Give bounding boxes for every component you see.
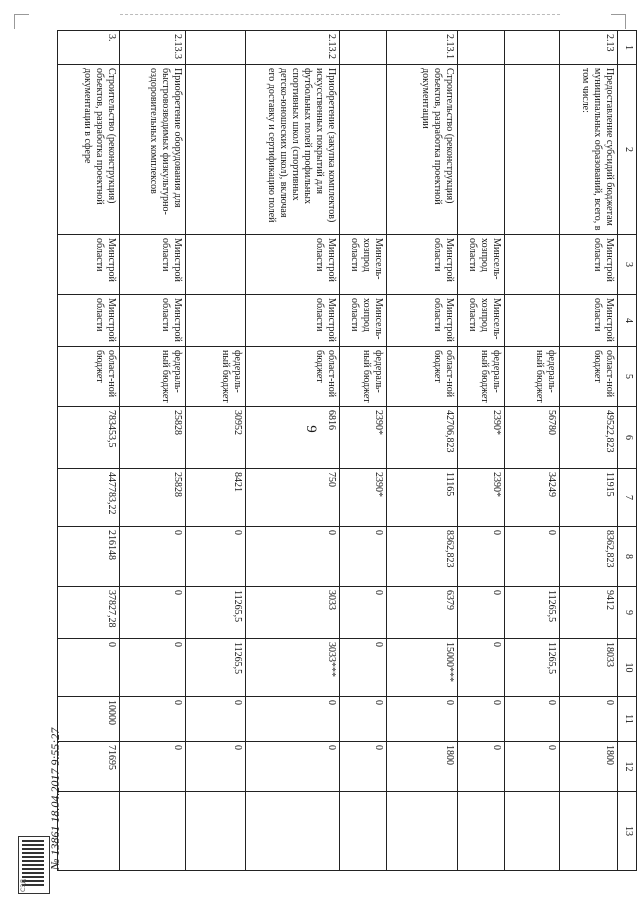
table-cell: 0 [505, 697, 560, 742]
table-cell: 11265,5 [186, 639, 246, 697]
table-cell: 2390* [458, 469, 505, 527]
table-cell: 3. [58, 31, 120, 65]
table-cell: 0 [186, 742, 246, 792]
table-cell: 11265,5 [505, 587, 560, 639]
table-cell: Минстрой области [119, 295, 185, 347]
table-cell: 1800 [560, 742, 617, 792]
table-cell: 0 [246, 742, 340, 792]
table-cell: 0 [458, 639, 505, 697]
table-cell: 11265,5 [186, 587, 246, 639]
table-cell: Минстрой области [246, 295, 340, 347]
table-cell [186, 235, 246, 295]
table-cell [119, 792, 185, 871]
table-cell [505, 295, 560, 347]
table-row [458, 31, 505, 871]
table-cell: Строительство (реконструкция) объектов, разработка проектной документации [387, 65, 458, 235]
table-cell [458, 31, 505, 65]
table-row [560, 31, 617, 871]
table-cell: 56780 [505, 407, 560, 469]
table-row [505, 31, 560, 871]
column-header: 13 [617, 792, 636, 871]
table-cell: Минсель-хозпрод области [340, 295, 387, 347]
table-cell: 8362,823 [387, 527, 458, 587]
rotated-table-container [57, 30, 637, 870]
table-cell: област-ной бюджет [58, 347, 120, 407]
table-cell [505, 235, 560, 295]
table-cell: 15000*** [387, 639, 458, 697]
table-cell: 37827,28 [58, 587, 120, 639]
table-cell: 2390* [458, 407, 505, 469]
table-wrapper [57, 30, 637, 870]
table-cell: 0 [119, 527, 185, 587]
table-cell: 0 [119, 697, 185, 742]
table-cell [505, 65, 560, 235]
table-cell [58, 792, 120, 871]
table-cell: Предоставление субсидий бюджетам муниципальных образований, всего, в том числе: [560, 65, 617, 235]
top-dashed-line [120, 14, 560, 15]
table-cell [387, 792, 458, 871]
table-cell: 6379 [387, 587, 458, 639]
table-cell: 3033*** [246, 639, 340, 697]
column-header: 8 [617, 527, 636, 587]
table-cell: 2.13.1 [387, 31, 458, 65]
table-cell: 0 [58, 639, 120, 697]
table-cell: 11265,5 [505, 639, 560, 697]
table-cell: 8362,823 [560, 527, 617, 587]
table-row [119, 31, 185, 871]
table-cell: 2.13.2 [246, 31, 340, 65]
table-cell: 10000 [58, 697, 120, 742]
table-cell: Строительство (реконструкция) объектов, разработка проектной документации в сфере [58, 65, 120, 235]
table-cell [560, 792, 617, 871]
table-row [246, 31, 340, 871]
table-cell: 0 [387, 697, 458, 742]
table-cell: 2.13 [560, 31, 617, 65]
table-cell: 0 [119, 742, 185, 792]
table-cell: Минсель-хозпрод области [458, 295, 505, 347]
table-cell: 18033 [560, 639, 617, 697]
column-header: 2 [617, 65, 636, 235]
table-cell: 0 [186, 527, 246, 587]
table-cell: Минстрой области [387, 235, 458, 295]
table-cell: 447783,22 [58, 469, 120, 527]
column-header: 4 [617, 295, 636, 347]
table-cell: област-ной бюджет [387, 347, 458, 407]
table-body [58, 31, 618, 871]
table-cell: Минстрой области [560, 235, 617, 295]
table-cell: 9412 [560, 587, 617, 639]
table-row [58, 31, 120, 871]
crop-mark-top-left [14, 14, 29, 29]
stamp-label: СЭД [20, 878, 27, 892]
column-header: 6 [617, 407, 636, 469]
document-registration-id: № 13861 18.04.2017 9:55:27 [48, 727, 62, 870]
table-cell: област-ной бюджет [246, 347, 340, 407]
crop-mark-top-right [611, 14, 626, 29]
table-cell: 11915 [560, 469, 617, 527]
table-cell: 0 [119, 639, 185, 697]
table-row [387, 31, 458, 871]
table-cell [340, 792, 387, 871]
budget-table [57, 30, 637, 871]
table-cell: 3033 [246, 587, 340, 639]
table-cell [186, 65, 246, 235]
table-cell: 0 [340, 742, 387, 792]
table-cell: 0 [340, 697, 387, 742]
table-cell [340, 31, 387, 65]
table-cell: 216148 [58, 527, 120, 587]
table-cell: Приобретение (закупка комплектов) искусственных покрытий для футбольных полей профильных спортивных школ (спортивных детско-юношеских школ), включая его доставку и сертификацию полей [246, 65, 340, 235]
table-cell [505, 792, 560, 871]
table-cell: 0 [458, 697, 505, 742]
table-cell: 0 [340, 639, 387, 697]
table-cell: 25828 [119, 407, 185, 469]
table-cell: 11165 [387, 469, 458, 527]
table-cell: федераль-ный бюджет [119, 347, 185, 407]
table-cell [505, 31, 560, 65]
table-cell [458, 792, 505, 871]
table-cell [246, 792, 340, 871]
table-cell: 0 [458, 742, 505, 792]
table-cell: 30952 [186, 407, 246, 469]
table-cell: 0 [458, 587, 505, 639]
table-cell [340, 65, 387, 235]
table-cell: Приобретение оборудования для быстровозводимых физкультурно-оздоровительных комплексов [119, 65, 185, 235]
table-cell: 42706,823 [387, 407, 458, 469]
table-cell: 34249 [505, 469, 560, 527]
table-cell: федераль-ный бюджет [505, 347, 560, 407]
table-cell [186, 792, 246, 871]
table-cell [186, 31, 246, 65]
table-cell: 49522,823 [560, 407, 617, 469]
page-number: 9 [303, 425, 319, 433]
table-cell: 1800 [387, 742, 458, 792]
table-cell [458, 65, 505, 235]
table-cell: 0 [246, 697, 340, 742]
registration-stamp [18, 836, 50, 894]
table-cell: федераль-ный бюджет [186, 347, 246, 407]
table-row [340, 31, 387, 871]
column-header: 7 [617, 469, 636, 527]
column-header: 5 [617, 347, 636, 407]
table-cell: 0 [186, 697, 246, 742]
table-cell: 2.13.3 [119, 31, 185, 65]
header-row [617, 31, 636, 871]
table-cell: 2390* [340, 469, 387, 527]
table-cell: област-ной бюджет [560, 347, 617, 407]
table-cell: Минстрой области [246, 235, 340, 295]
table-cell: 8421 [186, 469, 246, 527]
table-cell [186, 295, 246, 347]
table-cell: федераль-ный бюджет [340, 347, 387, 407]
column-header: 3 [617, 235, 636, 295]
table-cell: 0 [246, 527, 340, 587]
column-header: 1 [617, 31, 636, 65]
table-cell: 750 [246, 469, 340, 527]
table-cell: Минстрой области [58, 235, 120, 295]
column-header: 10 [617, 639, 636, 697]
table-cell: 0 [505, 527, 560, 587]
table-cell: Минсель-хозпрод области [340, 235, 387, 295]
table-cell: Минстрой области [560, 295, 617, 347]
table-cell: 2390* [340, 407, 387, 469]
table-cell: Минстрой области [119, 235, 185, 295]
table-cell: 783453,5 [58, 407, 120, 469]
table-cell: 25828 [119, 469, 185, 527]
table-cell: 71695 [58, 742, 120, 792]
table-cell: Минсель-хозпрод области [458, 235, 505, 295]
table-cell: 0 [340, 587, 387, 639]
table-cell: 6816 [246, 407, 340, 469]
table-cell: 0 [340, 527, 387, 587]
table-cell: 0 [458, 527, 505, 587]
table-cell: 0 [560, 697, 617, 742]
table-row [186, 31, 246, 871]
table-cell: федераль-ный бюджет [458, 347, 505, 407]
column-header: 11 [617, 697, 636, 742]
table-cell: 0 [505, 742, 560, 792]
column-header: 12 [617, 742, 636, 792]
table-cell: Минстрой области [58, 295, 120, 347]
column-header: 9 [617, 587, 636, 639]
table-cell: Минстрой области [387, 295, 458, 347]
table-cell: 0 [119, 587, 185, 639]
